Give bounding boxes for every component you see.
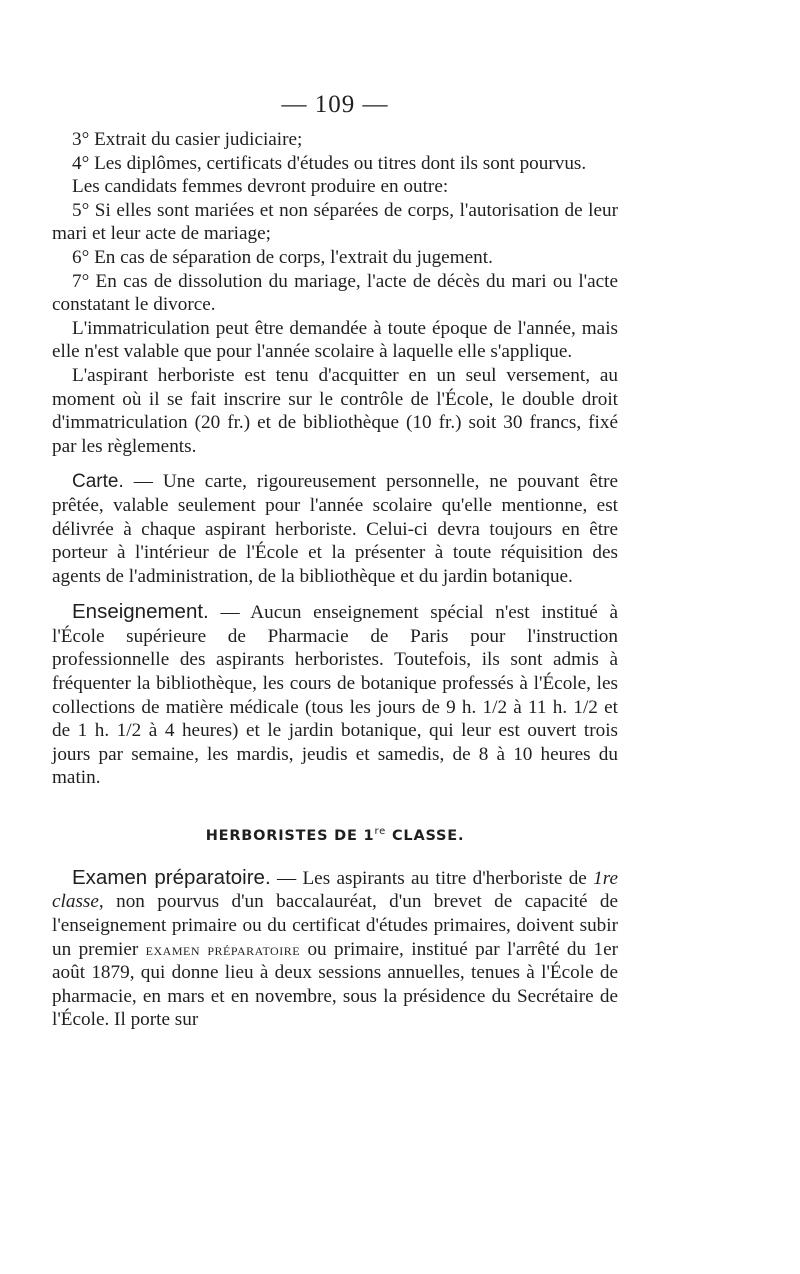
document-page [52,90,618,1032]
list-item-diplomes: 4° Les diplômes, certificats d'études ou titres dont ils sont pourvus. [72,152,587,174]
paragraph-carte [52,470,618,588]
enseignement-text: — Aucun enseignement spécial n'est institué à l'École supérieure de Pharmacie de Paris pour l'instruction professionnelle des aspirants herboristes. Toutefois, ils sont admis à fréquenter la bibliothèque, les cours de botanique professés à l'École, les collections de matière médicale (tous les jours de 9 h. 1/2 à 11 h. 1/2 et de 1 h. 1/2 à 4 heures) et le jardin botanique, qui leur est ouvert trois jours par semaine, les mardis, jeudis et samedis, de 8 à 10 heures du matin. [52,602,618,789]
list-item-candidats-femmes: Les candidats femmes devront produire en outre: [72,176,449,198]
examen-italic-classe: 1re classe [52,867,618,913]
carte-heading: Carte. [72,471,124,493]
list-item-separation: 6° En cas de séparation de corps, l'extrait du jugement. [72,246,493,268]
enseignement-heading: Enseignement. [72,600,209,624]
list-item-mariees: 5° Si elles sont mariées et non séparées de corps, l'autorisation de leur mari et leur acte de mariage; [52,199,618,245]
list-item-casier: 3° Extrait du casier judiciaire; [72,129,303,150]
paragraph-examen: Examen préparatoire. — Les aspirants au titre d'herboriste de 1re classe, non pourvus d'un baccalauréat, d'un brevet de capacité de l'enseignement primaire ou du certificat d'études primaires, doivent subir un premier examen préparatoire ou primaire, institué par l'arrêté du 1er août 1879, qui donne lieu à deux sessions annuelles, tenues à l'École de pharmacie, en mars et en novembre, sous la présidence du Secrétaire de l'École. Il porte sur [52,865,619,1031]
examen-heading: Examen préparatoire. [72,865,271,889]
paragraph-enseignement [52,600,618,790]
list-item-dissolution: 7° En cas de dissolution du mariage, l'acte de décès du mari ou l'acte constatant le divorce. [52,270,618,316]
examen-smallcaps: examen préparatoire [145,939,301,959]
paragraph-versement: L'aspirant herboriste est tenu d'acquitter en un seul versement, au moment où il se fait inscrire sur le contrôle de l'École, le double droit d'immatriculation (20 fr.) et de bibliothèque (10 fr.) soit 30 francs, fixé par les règlements. [52,364,618,457]
section-title: HERBORISTES DE 1re CLASSE. [205,826,465,844]
page-number: — 109 — [281,91,389,118]
carte-text: — Une carte, rigoureusement personnelle, ne pouvant être prêtée, valable seulement pour l'année scolaire qu'elle mentionne, est délivrée à chaque aspirant herboriste. Celui-ci devra toujours en être porteur à l'intérieur de l'École et la présenter à toute réquisition des agents de l'administration, de la bibliothèque et du jardin botanique. [52,471,618,587]
paragraph-immatriculation: L'immatriculation peut être demandée à toute époque de l'année, mais elle n'est valable que pour l'année scolaire à laquelle elle s'applique. [52,317,618,363]
